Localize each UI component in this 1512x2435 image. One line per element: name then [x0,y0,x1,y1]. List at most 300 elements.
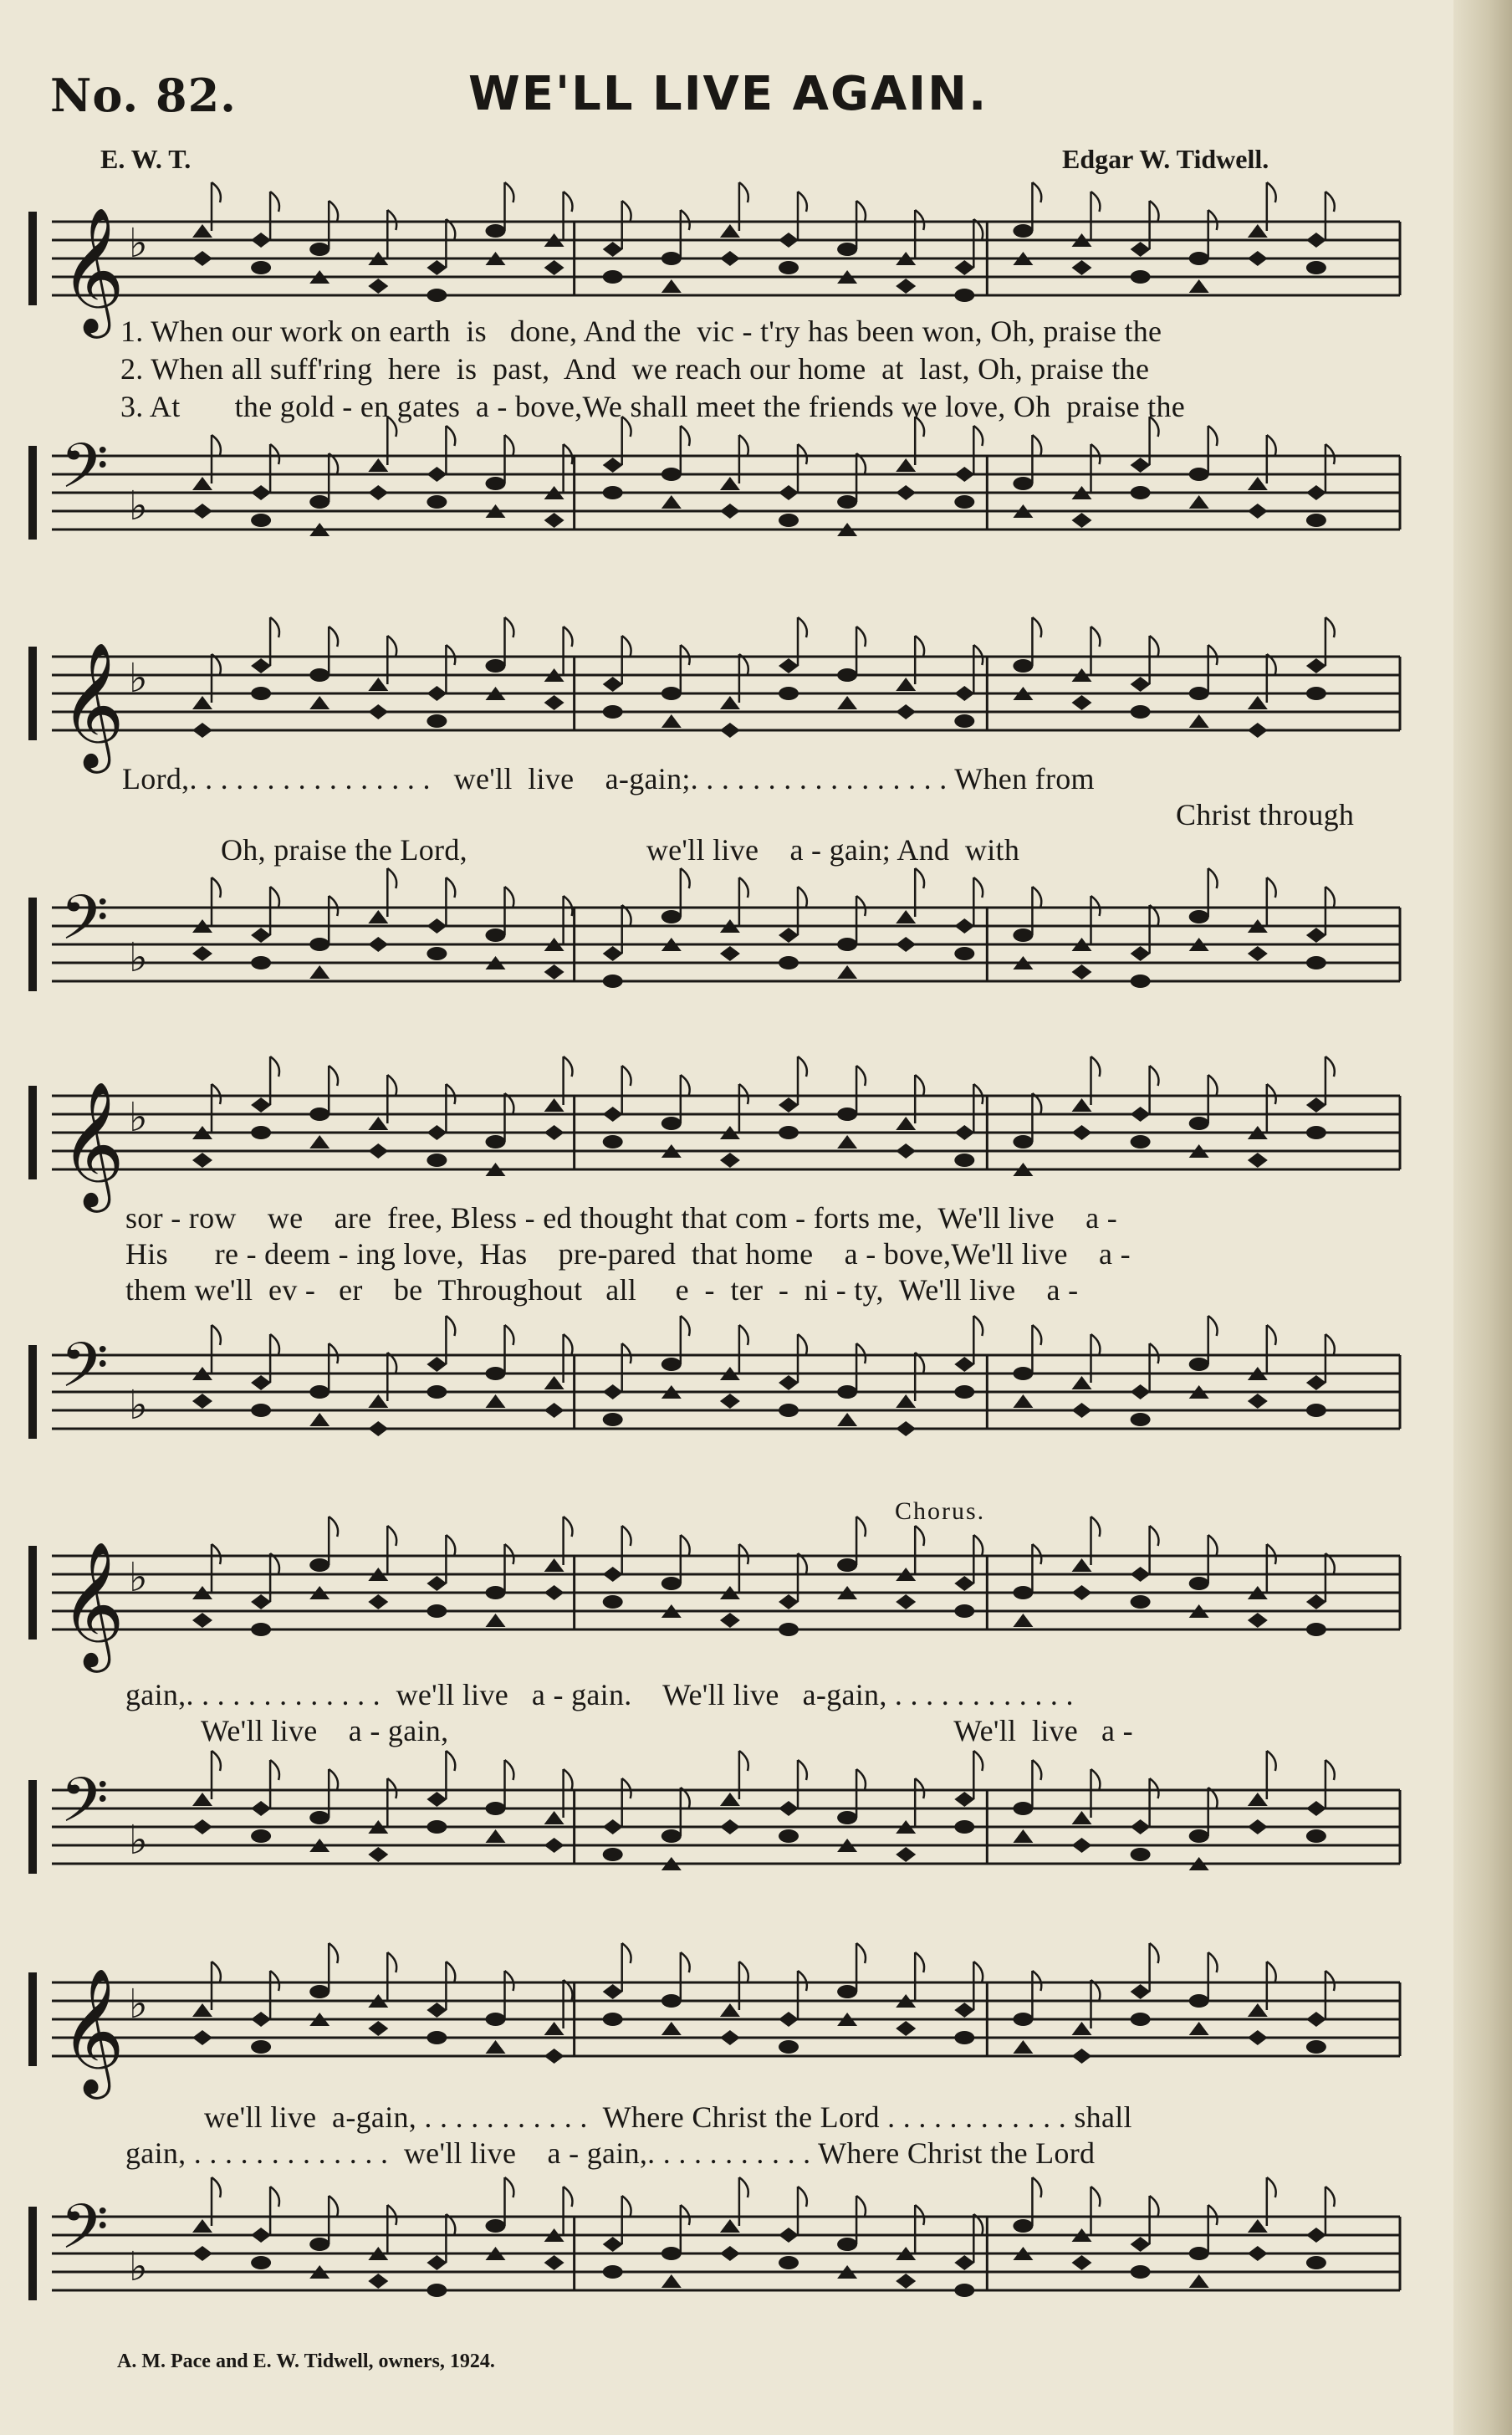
shape-note [896,1394,916,1408]
note-flag [387,868,396,888]
shape-note [251,1594,271,1609]
shape-note [662,1577,682,1590]
shape-note [309,938,329,951]
shape-note [720,1793,740,1806]
chorus-label: Chorus. [895,1497,986,1525]
note-flag [387,636,396,656]
lyric-line-1: gain,. . . . . . . . . . . . . we'll live a - gain. We'll live a-gain, . . . . . . . . . . . . [125,1678,1074,1711]
note-flag [856,1943,866,1963]
note-flag [212,1544,221,1564]
shape-note [1131,1595,1151,1609]
bass-staff [28,431,1400,548]
note-flag [387,210,396,230]
note-flag [446,1535,455,1555]
note-flag [856,1066,866,1086]
note-flag [739,1084,748,1104]
note-flag [856,896,866,916]
note-flag [564,2187,573,2207]
shape-note [1306,956,1326,969]
note-flag [212,1751,221,1771]
shape-note [1072,2255,1092,2270]
shape-note [427,289,447,302]
shape-note [1248,2246,1268,2261]
shape-note [544,513,564,528]
note-flag [270,1971,279,1991]
note-flag [329,1769,338,1789]
shape-note [954,1820,974,1834]
note-flag [212,435,221,455]
note-flag [505,182,514,202]
shape-note [896,1117,916,1130]
shape-note [662,468,682,481]
shape-note [1189,1577,1209,1590]
copyright-footer: A. M. Pace and E. W. Tidwell, owners, 1924. [117,2351,495,2372]
shape-note [1248,224,1268,238]
shape-note [720,2003,740,2017]
shape-note [896,458,916,472]
lyric-line-2: gain, . . . . . . . . . . . . . we'll live a - gain,. . . . . . . . . . . Where Christ the Lord [125,2136,1096,2170]
shape-note [192,2246,212,2261]
shape-note [251,485,271,500]
note-flag [564,627,573,647]
shape-note [954,1357,974,1372]
treble-staff [28,1071,1400,1207]
shape-note [954,467,974,482]
lyric-line-verse-1: sor - row we are free, Bless - ed thought that com - forts me, We'll live a - [125,1201,1117,1235]
note-flag [739,1962,748,1982]
system-brace [28,1086,37,1179]
note-flag [387,2205,396,2225]
shape-note [1072,964,1092,980]
note-flag [1208,1316,1218,1336]
shape-note [1248,1793,1268,1806]
shape-note [954,1385,974,1399]
shape-note [954,714,974,728]
shape-note [779,2228,799,2243]
note-flag [681,645,690,665]
note-flag [973,426,983,446]
shape-note [837,1811,857,1824]
shape-note [1013,659,1033,673]
shape-note [309,1108,329,1121]
shape-note [192,251,212,266]
shape-note [251,1623,271,1636]
flat-icon: ♭ [129,1094,148,1141]
shape-note [1248,1613,1268,1628]
note-flag [856,201,866,221]
shape-note [779,1623,799,1636]
shape-note [368,1394,388,1408]
shape-note [837,696,857,709]
shape-note [368,678,388,691]
shape-note [1189,687,1209,700]
shape-note [544,1585,564,1600]
shape-note [662,495,682,509]
shape-note [309,1811,329,1824]
shape-note [486,1829,506,1843]
music-system-1 [28,188,1400,556]
book-spine-shadow [1453,0,1512,2435]
shape-note [1013,2219,1033,2233]
shape-note [192,1819,212,1834]
shape-note [1189,1117,1209,1130]
shape-note [309,668,329,682]
lyricist-credit: E. W. T. [100,144,192,174]
system-brace [28,1972,37,2066]
bass-clef-icon: 𝄢 [60,2191,109,2279]
note-flag [1150,1526,1159,1546]
shape-note [544,1098,564,1112]
shape-note [309,1135,329,1148]
note-flag [270,887,279,907]
shape-note [309,243,329,256]
shape-note [954,947,974,960]
shape-note [720,1153,740,1168]
shape-note [779,956,799,969]
shape-note [896,1847,916,1862]
treble-clef-icon: 𝄞 [60,206,125,333]
shape-note [837,668,857,682]
note-flag [1032,1544,1041,1564]
shape-note [662,2274,682,2288]
shape-note [251,1801,271,1816]
shape-note [486,224,506,238]
bass-staff [28,1330,1400,1447]
shape-note [486,659,506,673]
shape-note [192,2030,212,2045]
note-flag [973,1316,983,1336]
shape-note [544,1811,564,1824]
bass-staff [28,2192,1400,2309]
note-flag [681,1316,690,1336]
note-flag [1267,182,1276,202]
note-flag [564,1334,573,1354]
shape-note [309,2238,329,2251]
shape-note [1072,1811,1092,1824]
shape-note [603,486,623,499]
shape-note [1306,1829,1326,1843]
shape-note [251,956,271,969]
shape-note [779,1404,799,1417]
shape-note [896,937,916,952]
shape-note [427,1792,447,1807]
shape-note [779,2256,799,2269]
shape-note [1131,1819,1151,1834]
note-flag [798,1971,807,1991]
note-flag [212,1962,221,1982]
shape-note [1248,251,1268,266]
shape-note [1013,928,1033,942]
note-flag [212,2177,221,2197]
note-flag [270,617,279,637]
shape-note [603,975,623,988]
note-flag [329,1343,338,1363]
bass-clef-icon: 𝄢 [60,430,109,518]
shape-note [603,705,623,719]
shape-note [1189,279,1209,293]
shape-note [1248,2219,1268,2233]
lyric-line-verse-3: 3. At the gold - en gates a - bove,We shall meet the friends we love, Oh praise the [120,390,1186,423]
shape-note [779,514,799,527]
shape-note [368,910,388,923]
shape-note [192,696,212,709]
note-flag [1326,1971,1335,1991]
note-flag [856,1769,866,1789]
shape-note [368,704,388,719]
shape-note [1306,514,1326,527]
note-flag [622,636,631,656]
note-flag [505,1325,514,1345]
note-flag [1208,1952,1218,1972]
shape-note [896,1421,916,1436]
shape-note [1131,946,1151,961]
shape-note [192,477,212,490]
shape-note [1248,1394,1268,1409]
note-flag [505,435,514,455]
note-flag [1091,896,1101,916]
shape-note [427,1385,447,1399]
shape-note [251,1829,271,1843]
shape-note [662,2022,682,2035]
shape-note [603,1567,623,1582]
note-flag [505,887,514,907]
note-flag [1150,1778,1159,1798]
shape-note [427,467,447,482]
shape-note [427,1125,447,1140]
note-flag [564,1769,573,1789]
system-brace [28,2207,37,2300]
shape-note [1131,1107,1151,1122]
note-flag [1091,1334,1101,1354]
shape-note [1131,1413,1151,1426]
shape-note [603,946,623,961]
shape-note [1131,1848,1151,1861]
note-flag [798,617,807,637]
shape-note [603,1819,623,1834]
shape-note [427,2003,447,2018]
shape-note [1306,2040,1326,2054]
note-flag [505,1971,514,1991]
shape-note [779,1829,799,1843]
shape-note [603,1413,623,1426]
note-flag [1150,201,1159,221]
shape-note [1131,2237,1151,2252]
note-flag [1150,1066,1159,1086]
shape-note [662,910,682,923]
note-flag [564,1517,573,1537]
shape-note [896,2021,916,2036]
shape-note [427,1357,447,1372]
shape-note [779,1594,799,1609]
note-flag [681,868,690,888]
note-flag [1032,617,1041,637]
music-system-4 [28,1497,1400,1899]
shape-note [720,251,740,266]
shape-note [1306,1375,1326,1390]
shape-note [251,261,271,274]
shape-note [251,1097,271,1113]
shape-note [486,477,506,490]
shape-note [192,946,212,961]
note-flag [446,645,455,665]
shape-note [368,279,388,294]
note-flag [798,444,807,464]
shape-note [1072,1125,1092,1140]
shape-note [427,1820,447,1834]
note-flag [1150,1943,1159,1963]
shape-note [1131,705,1151,719]
shape-note [1072,2022,1092,2035]
shape-note [896,1594,916,1609]
shape-note [603,677,623,692]
bass-clef-icon: 𝄢 [60,1764,109,1852]
note-flag [1208,210,1218,230]
shape-note [837,243,857,256]
note-flag [564,192,573,212]
note-flag [1091,1517,1101,1537]
note-flag [739,877,748,898]
flat-icon: ♭ [129,1382,148,1429]
shape-note [603,1107,623,1122]
shape-note [837,1985,857,1998]
note-flag [915,636,924,656]
note-flag [856,1517,866,1537]
note-flag [1091,192,1101,212]
system-brace [28,1345,37,1439]
note-flag [270,1760,279,1780]
lyric-line-1: we'll live a-gain, . . . . . . . . . . . Where Christ the Lord . . . . . . . . . . . . shall [204,2100,1132,2134]
shape-note [192,224,212,238]
shape-note [603,242,623,257]
note-flag [1267,1751,1276,1771]
note-flag [1326,192,1335,212]
shape-note [662,252,682,265]
shape-note [544,1376,564,1389]
shape-note [779,485,799,500]
lyric-line-verse-1: 1. When our work on earth is done, And the vic - t'ry has been won, Oh, praise the [120,315,1162,348]
composer-credit: Edgar W. Tidwell. [1062,144,1269,174]
flat-icon: ♭ [129,1817,148,1864]
note-flag [915,1952,924,1972]
note-flag [739,2177,748,2197]
system-brace [28,212,37,305]
shape-note [1189,2274,1209,2288]
shape-note [486,1135,506,1148]
shape-note [1248,504,1268,519]
note-flag [1032,1325,1041,1345]
note-flag [212,1084,221,1104]
shape-note [427,2031,447,2044]
note-flag [387,1952,396,1972]
note-flag [564,1056,573,1077]
shape-note [368,1847,388,1862]
treble-staff [28,632,1400,768]
flat-icon: ♭ [129,483,148,529]
note-flag [1091,444,1101,464]
shape-note [896,678,916,691]
note-flag [329,896,338,916]
note-flag [212,877,221,898]
shape-note [1131,1984,1151,1999]
note-flag [681,426,690,446]
note-flag [1267,877,1276,898]
hymn-number: No. 82. [50,69,237,122]
shape-note [1189,910,1209,923]
shape-note [486,1367,506,1380]
shape-note [1189,1358,1209,1371]
note-flag [270,1334,279,1354]
shape-note [368,1421,388,1436]
shape-note [1306,1801,1326,1816]
shape-note [1306,261,1326,274]
note-flag [564,896,573,916]
shape-note [896,1143,916,1159]
system-brace [28,898,37,991]
shape-note [603,1135,623,1148]
shape-note [486,1802,506,1815]
shape-note [954,260,974,275]
shape-note [1072,695,1092,710]
shape-note [251,1126,271,1139]
treble-clef-icon: 𝄞 [60,1967,125,2094]
note-flag [212,182,221,202]
shape-note [662,1994,682,2008]
note-flag [739,182,748,202]
shape-note [837,938,857,951]
shape-note [427,686,447,701]
note-flag [1267,1325,1276,1345]
shape-note [1072,1558,1092,1572]
shape-note [368,2021,388,2036]
note-flag [1267,2177,1276,2197]
shape-note [779,687,799,700]
shape-note [779,1375,799,1390]
shape-note [1189,2022,1209,2035]
shape-note [1189,1829,1209,1843]
note-flag [622,1526,631,1546]
shape-note [368,937,388,952]
shape-note [837,1413,857,1426]
shape-note [309,1558,329,1572]
shape-note [544,1838,564,1853]
shape-note [1131,242,1151,257]
shape-note [603,270,623,284]
note-flag [915,868,924,888]
shape-note [837,495,857,509]
treble-staff [28,1957,1400,2094]
shape-note [309,1413,329,1426]
shape-note [720,504,740,519]
shape-note [603,1848,623,1861]
shape-note [779,233,799,248]
shape-note [603,1384,623,1399]
shape-note [1131,677,1151,692]
shape-note [1013,2013,1033,2026]
note-flag [1208,868,1218,888]
shape-note [251,1404,271,1417]
note-flag [856,2196,866,2216]
treble-clef-icon: 𝄞 [60,1080,125,1207]
shape-note [427,260,447,275]
note-flag [973,877,983,898]
shape-note [1189,468,1209,481]
shape-note [779,2012,799,2027]
note-flag [1091,1769,1101,1789]
note-flag [622,1778,631,1798]
note-flag [1326,1334,1335,1354]
shape-note [309,495,329,509]
note-flag [1208,426,1218,446]
